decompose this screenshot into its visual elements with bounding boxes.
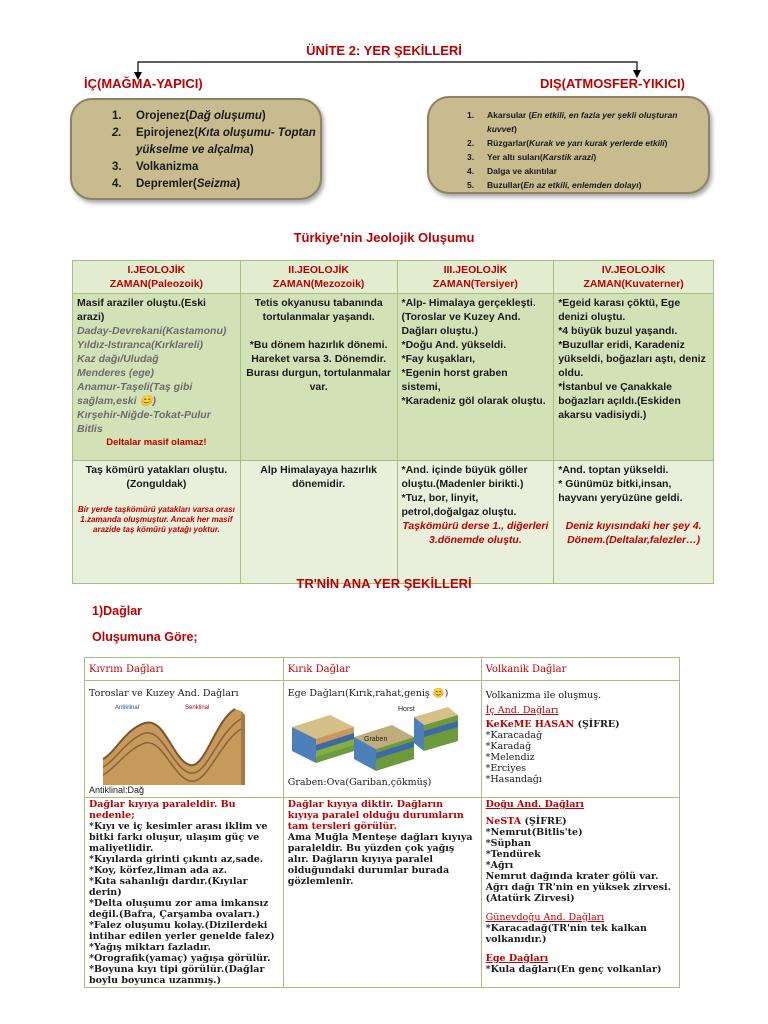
unit-title: ÜNİTE 2: YER ŞEKİLLERİ xyxy=(306,43,462,58)
by-formation-title: Oluşumuna Göre; xyxy=(92,630,198,644)
fault-mountains-header: Kırık Dağlar xyxy=(283,658,481,681)
paleozoic-cell: Masif araziler oluştu.(Eski arazi) Daday-Devrekani(Kastamonu) Yıldız-Istıranca(Kırklareli) Kaz dağı/Uludağ Menderes (ege) Anamur-Taşeli(Taş gibi sağlam,eski 😊) Kırşehir-Niğde-Tokat-Pulur Bitlis Deltalar masif olamaz! xyxy=(73,294,241,461)
era-header: IV.JEOLOJİK ZAMAN(Kuvaterner) xyxy=(554,261,714,294)
inner-item: 4. Depremler(Seizma) xyxy=(112,178,241,190)
anticline-label: Antiklinal xyxy=(115,705,140,711)
paleozoic-cell-2: Taş kömürü yatakları oluştu. (Zonguldak) Bir yerde taşkömürü yatakları varsa orası 1.zamanda oluşmuştur. Ancak her masif arazide taş kömürü yatağı yoktur. xyxy=(73,461,241,584)
fold-mountain-diagram xyxy=(95,701,245,785)
outer-item: 4. Dalga ve akıntılar xyxy=(467,166,557,176)
inner-item: 2. Epirojenez(Kıta oluşumu- Toptan yükselme ve alçalma) xyxy=(112,127,316,156)
graben-label: Graben xyxy=(363,736,388,743)
outer-item: 5. Buzullar(En az etkili, enlemden dolayı) xyxy=(467,180,642,190)
fold-mountains-cell: Toroslar ve Kuzey And. Dağları Antiklinal Senklinal Antiklinal:Dağ xyxy=(85,681,284,798)
mountains-title: 1)Dağlar xyxy=(92,604,143,618)
mountains-table xyxy=(84,657,680,988)
landforms-title: TR'NİN ANA YER ŞEKİLLERİ xyxy=(296,576,472,591)
geology-row xyxy=(73,461,714,584)
era-header: III.JEOLOJİK ZAMAN(Tersiyer) xyxy=(397,261,554,294)
inner-item: 1. Orojenez(Dağ oluşumu) xyxy=(112,110,266,122)
tertiary-cell-2: *And. içinde büyük göller oluştu.(Madenler birikti.) *Tuz, bor, linyit, petrol,doğalgaz oluştu. Taşkömürü derse 1., diğerleri 3.dönemde oluştu. xyxy=(397,461,554,584)
volcanic-mountains-cell: Volkanizma ile oluşmuş. İç And. Dağları KeKeME HASAN (ŞİFRE) *Karacadağ *Karadağ *Melendiz *Erciyes *Hasandağı xyxy=(481,681,679,798)
outer-item: 3. Yer altı suları(Karstik arazi) xyxy=(467,152,597,162)
fault-mountains-cell: Ege Dağları(Kırık,rahat,geniş 😊) Graben Horst Graben:Ova(Gariban,çökmüş) xyxy=(283,681,481,798)
geology-table xyxy=(72,260,714,584)
geology-row xyxy=(73,294,714,461)
outer-item: 1. Akarsular (En etkili, en fazla yer şekli oluşturan kuvvet) xyxy=(467,110,678,134)
fold-details: Dağlar kıyıya paraleldir. Bu nedenle; *Kıyı ve iç kesimler arası iklim ve bitki farkı oluşur, ulaşım güç ve maliyetlidir. *Kıyılarda girinti çıkıntı az,sade. *Koy, körfez,liman ada az. *Kıta sahanlığı dardır.(Kıyılar derin) *Delta oluşumu zor ama imkansız değil.(Bafra, Çarşamba ovaları.) *Falez oluşumu kolay.(Dizilerdeki intihar edilen yerler genelde falez) *Yağış miktarı fazladır. *Orografik(yamaç) yağışa görülür. *Boyuna kıyı tipi görülür.(Dağlar boylu boyunca uzanmış.) xyxy=(85,798,284,988)
volcanic-details: Doğu And. Dağları NeSTA (ŞİFRE) *Nemrut(Bitlis'te) *Süphan *Tendürek *Ağrı Nemrut dağında krater gölü var. Ağrı dağı TR'nin en yüksek zirvesi.(Atatürk Zirvesi) Günevdoğu And. Dağları *Karacadağ(TR'nin tek kalkan volkanıdır.) Ege Dağları *Kula dağları(En genç volkanlar) xyxy=(481,798,679,988)
horst-graben-diagram xyxy=(290,703,460,773)
syncline-label: Senklinal xyxy=(185,705,210,711)
mesozoic-cell: Tetis okyanusu tabanında tortulanmalar yaşandı. *Bu dönem hazırlık dönemi. Hareket varsa 3. Dönemdir. Burası durgun, tortulanmalar var. xyxy=(240,294,397,461)
volcanic-mountains-header: Volkanik Dağlar xyxy=(481,658,679,681)
mesozoic-cell-2: Alp Himalayaya hazırlık dönemidir. xyxy=(240,461,397,584)
outer-item: 2. Rüzgarlar(Kurak ve yarı kurak yerlerde etkili) xyxy=(467,138,668,148)
fault-details: Dağlar kıyıya diktir. Dağların kıyıya paralel olduğu durumların tam tersleri görülür. Ama Muğla Menteşe dağları kıyıya paraleldir. Bu yüzden çok yağış alır. Dağların kıyıya paralel olduğundaki durumlar burada gözlemlenir. xyxy=(283,798,481,988)
outer-forces-title: DIŞ(ATMOSFER-YIKICI) xyxy=(540,76,685,91)
mountains-figure-row xyxy=(85,681,680,798)
fault-caption: Graben:Ova(Gariban,çökmüş) xyxy=(287,777,432,788)
inner-forces-title: İÇ(MAĞMA-YAPICI) xyxy=(84,76,203,91)
mountains-detail-row xyxy=(85,798,680,988)
inner-item: 3. Volkanizma xyxy=(112,161,199,173)
era-header: I.JEOLOJİK ZAMAN(Paleozoik) xyxy=(73,261,241,294)
fold-mountains-header: Kıvrım Dağları xyxy=(85,658,284,681)
tertiary-cell: *Alp- Himalaya gerçekleşti. (Toroslar ve Kuzey And. Dağları oluştu.) *Doğu And. yükseldi. *Fay kuşakları, *Egenin horst graben sistemi, *Karadeniz göl olarak oluştu. xyxy=(397,294,554,461)
branch-arrows xyxy=(0,0,768,110)
outer-forces-box xyxy=(427,96,710,194)
geology-header-row xyxy=(73,261,714,294)
era-header: II.JEOLOJİK ZAMAN(Mezozoik) xyxy=(240,261,397,294)
horst-label: Horst xyxy=(397,706,415,713)
fold-caption: Antiklinal:Dağ xyxy=(89,785,145,795)
mountains-header-row xyxy=(85,658,680,681)
quaternary-cell: *Egeid karası çöktü, Ege denizi oluştu. *4 büyük buzul yaşandı. *Buzullar eridi, Karadeniz yükseldi, boğazları aştı, deniz oldu. *İstanbul ve Çanakkale boğazları açıldı.(Eskiden akarsu vadisiydi.) xyxy=(554,294,714,461)
geology-title: Türkiye'nin Jeolojik Oluşumu xyxy=(293,230,475,245)
inner-forces-box xyxy=(70,98,322,200)
quaternary-cell-2: *And. toptan yükseldi. * Günümüz bitki,insan, hayvanı yeryüzüne geldi. Deniz kıyısındaki her şey 4. Dönem.(Deltalar,falezler…) xyxy=(554,461,714,584)
